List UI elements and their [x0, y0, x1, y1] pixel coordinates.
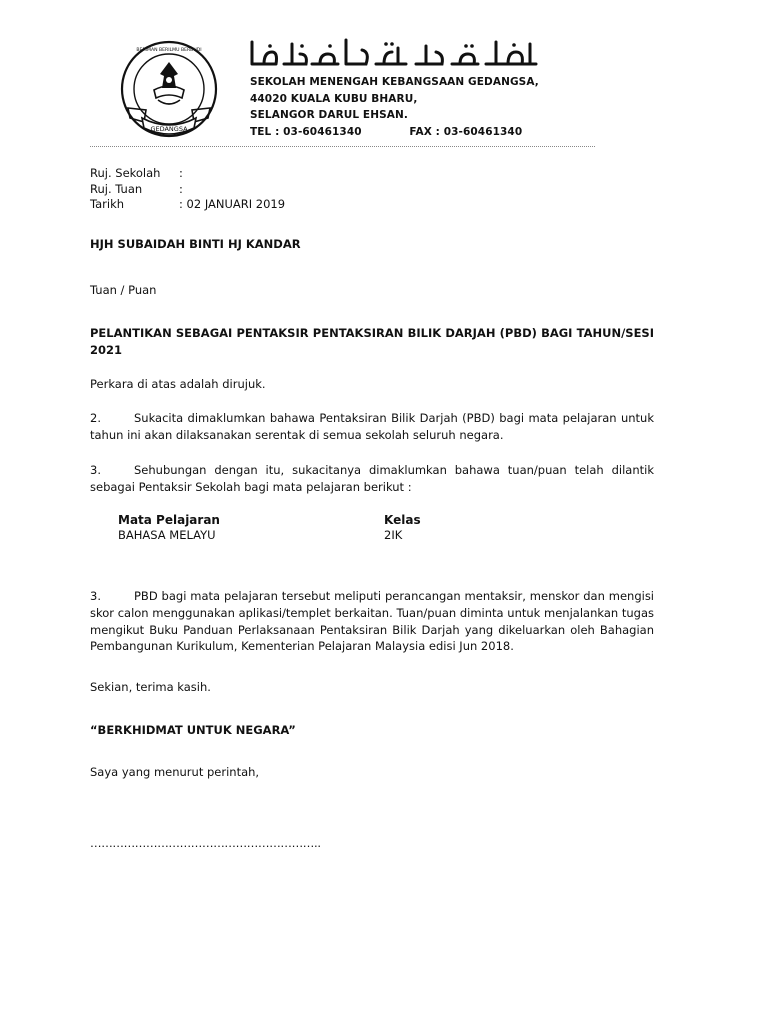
- ref-row-school: [90, 166, 285, 182]
- paragraph-number: 3.: [90, 589, 101, 603]
- school-address-block: [250, 74, 539, 140]
- ref-row-date: [90, 197, 285, 213]
- paragraph-number: 3.: [90, 463, 101, 477]
- cell-class: 2IK: [384, 528, 403, 542]
- paragraph-text: Sukacita dimaklumkan bahawa Pentaksiran Bilik Darjah (PBD) bagi mata pelajaran untuk tahun ini akan dilaksanakan serentak di semua sekolah seluruh negara.: [90, 411, 654, 442]
- paragraph-2: [90, 410, 654, 444]
- logo-caption: GEDANGSA: [150, 125, 188, 133]
- closing-line: Sekian, terima kasih.: [90, 680, 211, 694]
- header-class: Kelas: [384, 513, 421, 527]
- paragraph-3: [90, 462, 654, 496]
- national-motto: “BERKHIDMAT UNTUK NEGARA”: [90, 723, 296, 737]
- paragraph-4: [90, 588, 654, 655]
- paragraph-number: 2.: [90, 411, 101, 425]
- tel-number: TEL : 03-60461340: [250, 125, 362, 138]
- ref-label: Tarikh: [90, 197, 125, 211]
- recipient-name: HJH SUBAIDAH BINTI HJ KANDAR: [90, 237, 301, 251]
- school-name: SEKOLAH MENENGAH KEBANGSAAN GEDANGSA,: [250, 76, 539, 88]
- signature-line: ……………………………………………………..: [90, 836, 321, 850]
- fax-number: FAX : 03-60461340: [409, 125, 523, 138]
- ref-label: Ruj. Sekolah: [90, 166, 161, 180]
- ref-value: : 02 JANUARI 2019: [179, 197, 286, 211]
- header-subject: Mata Pelajaran: [118, 513, 220, 527]
- ref-label: Ruj. Tuan: [90, 181, 143, 196]
- paragraph-text: PBD bagi mata pelajaran tersebut meliputi perancangan mentaksir, menskor dan mengisi skor calon menggunakan aplikasi/templet berkaitan. Tuan/puan diminta untuk menjalankan tugas mengikut Buku Panduan Perlaksanaan Pentaksiran Bilik Darjah yang dikeluarkan oleh Bahagian Pembangunan Kurikulum, Kementerian Pelajaran Malaysia edisi Jun 2018.: [90, 589, 654, 654]
- table-row: [118, 528, 484, 543]
- school-crest-logo: [118, 38, 220, 140]
- sign-off: Saya yang menurut perintah,: [90, 765, 260, 779]
- cell-subject: BAHASA MELAYU: [118, 528, 216, 542]
- logo-motto: BERIMAN BERILMU BERBUDI: [136, 48, 202, 53]
- paragraph-text: Sehubungan dengan itu, sukacitanya dimaklumkan bahawa tuan/puan telah dilantik sebagai Pentaksir Sekolah bagi mata pelajaran berikut :: [90, 463, 654, 494]
- intro-paragraph: Perkara di atas adalah dirujuk.: [90, 377, 266, 391]
- ref-value: :: [179, 181, 183, 196]
- header-divider: [90, 146, 595, 147]
- address-line-2: SELANGOR DARUL EHSAN.: [250, 109, 408, 122]
- jawi-school-name-calligraphy: [246, 34, 540, 72]
- contact-line: [250, 124, 539, 141]
- subjects-table: [118, 513, 484, 543]
- reference-block: [90, 166, 285, 213]
- letter-subject: PELANTIKAN SEBAGAI PENTAKSIR PENTAKSIRAN BILIK DARJAH (PBD) BAGI TAHUN/SESI 2021: [90, 326, 654, 357]
- ref-value: :: [179, 166, 183, 180]
- table-header-row: [118, 513, 484, 528]
- ref-row-tuan: [90, 182, 285, 198]
- salutation: Tuan / Puan: [90, 283, 157, 297]
- address-line-1: 44020 KUALA KUBU BHARU,: [250, 92, 418, 105]
